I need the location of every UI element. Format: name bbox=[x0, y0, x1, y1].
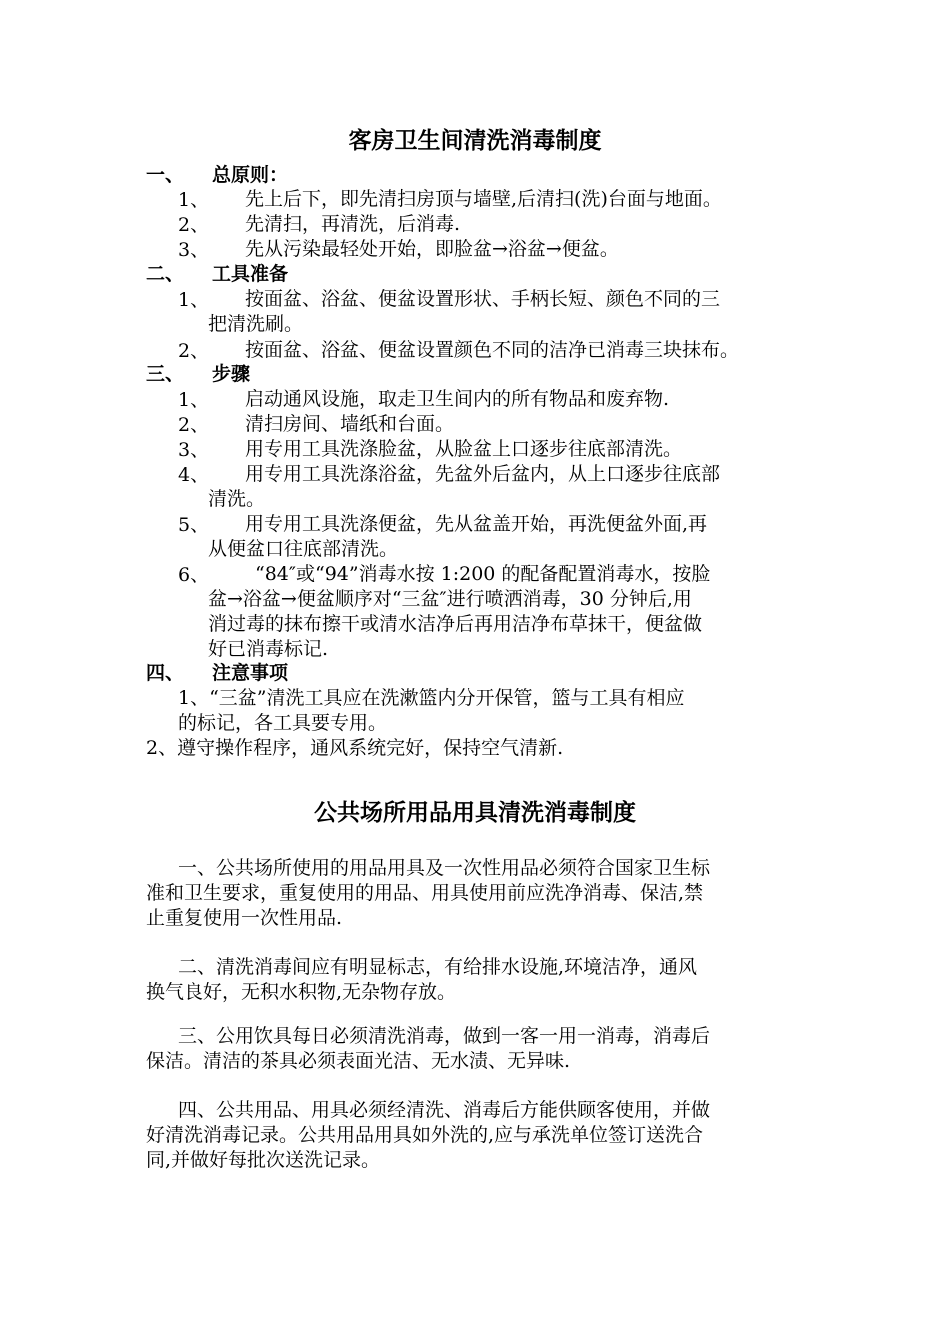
s2-item-1-text: 按面盆、浴盆、便盆设置形状、手柄长短、颜色不同的三 bbox=[245, 288, 721, 310]
s3-item-4-text: 用专用工具洗涤浴盆，先盆外后盆内，从上口逐步往底部 bbox=[245, 463, 721, 485]
s1-item-1-text: 先上后下，即先清扫房顶与墙壁,后清扫(洗)台面与地面。 bbox=[245, 188, 722, 210]
s3-item-3-text: 用专用工具洗涤脸盆，从脸盆上口逐步往底部清洗。 bbox=[245, 438, 683, 460]
s1-item-2-number: 2、 bbox=[178, 214, 210, 236]
doc2-para-1-line-1: 一、公共场所使用的用品用具及一次性用品必须符合国家卫生标 bbox=[178, 857, 711, 879]
s2-item-1-text-cont: 把清洗刷。 bbox=[208, 313, 304, 335]
s3-item-5-text: 用专用工具洗涤便盆，先从盆盖开始，再洗便盆外面,再 bbox=[245, 513, 708, 535]
s2-item-2-number: 2、 bbox=[178, 340, 210, 362]
s1-item-3-number: 3、 bbox=[178, 239, 210, 261]
s3-item-3-number: 3、 bbox=[178, 439, 210, 461]
s4-line-3: 2、遵守操作程序，通风系统完好，保持空气清新. bbox=[146, 737, 564, 759]
section-3-title: 步骤 bbox=[212, 363, 251, 385]
section-3-number: 三、 bbox=[146, 363, 185, 385]
doc2-para-4-line-3: 同,并做好每批次送洗记录。 bbox=[146, 1149, 381, 1171]
s3-item-6-text-cont-1: 盆→浴盆→便盆顺序对“三盆″进行喷洒消毒，30 分钟后,用 bbox=[208, 588, 692, 610]
s3-item-6-text-cont-3: 好已消毒标记. bbox=[208, 638, 329, 660]
section-2-title: 工具准备 bbox=[212, 263, 289, 285]
doc2-para-4-line-2: 好清洗消毒记录。公共用品用具如外洗的,应与承洗单位签订送洗合 bbox=[146, 1124, 704, 1146]
s4-line-2: 的标记，各工具要专用。 bbox=[178, 712, 388, 734]
s3-item-4-text-cont: 清洗。 bbox=[208, 488, 266, 510]
s3-item-6-text-cont-2: 消过毒的抹布擦干或清水洁净后再用洁净布草抹干，便盆做 bbox=[208, 613, 703, 635]
s3-item-4-number: 4、 bbox=[178, 464, 210, 486]
doc2-title: 公共场所用品用具清洗消毒制度 bbox=[314, 800, 636, 826]
s3-item-1-number: 1、 bbox=[178, 389, 210, 411]
s3-item-6-text: “84″或“94”消毒水按 1:200 的配备配置消毒水，按脸 bbox=[255, 563, 711, 585]
doc2-para-1-line-3: 止重复使用一次性用品. bbox=[146, 907, 343, 929]
section-1-title: 总原则： bbox=[212, 164, 289, 186]
s4-line-1: 1、“三盆”清洗工具应在洗漱篮内分开保管，篮与工具有相应 bbox=[178, 687, 685, 709]
doc1-title: 客房卫生间清洗消毒制度 bbox=[348, 128, 602, 154]
s3-item-6-number: 6、 bbox=[178, 564, 210, 586]
s3-item-1-text: 启动通风设施，取走卫生间内的所有物品和废弃物. bbox=[245, 388, 670, 410]
section-1-number: 一、 bbox=[146, 164, 185, 186]
s3-item-2-number: 2、 bbox=[178, 414, 210, 436]
s1-item-2-text: 先清扫，再清洗，后消毒. bbox=[245, 213, 461, 235]
section-4-title: 注意事项 bbox=[212, 662, 289, 684]
s3-item-2-text: 清扫房间、墙纸和台面。 bbox=[245, 413, 455, 435]
section-2-number: 二、 bbox=[146, 263, 185, 285]
doc2-para-2-line-1: 二、清洗消毒间应有明显标志，有给排水设施,环境洁净，通风 bbox=[178, 956, 698, 978]
doc2-para-3-line-1: 三、公用饮具每日必须清洗消毒，做到一客一用一消毒，消毒后 bbox=[178, 1025, 711, 1047]
s1-item-3-text: 先从污染最轻处开始，即脸盆→浴盆→便盆。 bbox=[245, 238, 619, 260]
s1-item-1-number: 1、 bbox=[178, 189, 210, 211]
doc2-para-4-line-1: 四、公共用品、用具必须经清洗、消毒后方能供顾客使用，并做 bbox=[178, 1099, 711, 1121]
doc2-para-2-line-2: 换气良好，无积水积物,无杂物存放。 bbox=[146, 981, 457, 1003]
doc2-para-3-line-2: 保洁。清洁的茶具必须表面光洁、无水渍、无异味. bbox=[146, 1050, 571, 1072]
s2-item-1-number: 1、 bbox=[178, 289, 210, 311]
s2-item-2-text: 按面盆、浴盆、便盆设置颜色不同的洁净已消毒三块抹布。 bbox=[245, 339, 740, 361]
section-4-number: 四、 bbox=[146, 662, 185, 684]
s3-item-5-number: 5、 bbox=[178, 514, 210, 536]
doc2-para-1-line-2: 准和卫生要求，重复使用的用品、用具使用前应洗净消毒、保洁,禁 bbox=[146, 882, 704, 904]
s3-item-5-text-cont: 从便盆口往底部清洗。 bbox=[208, 538, 399, 560]
